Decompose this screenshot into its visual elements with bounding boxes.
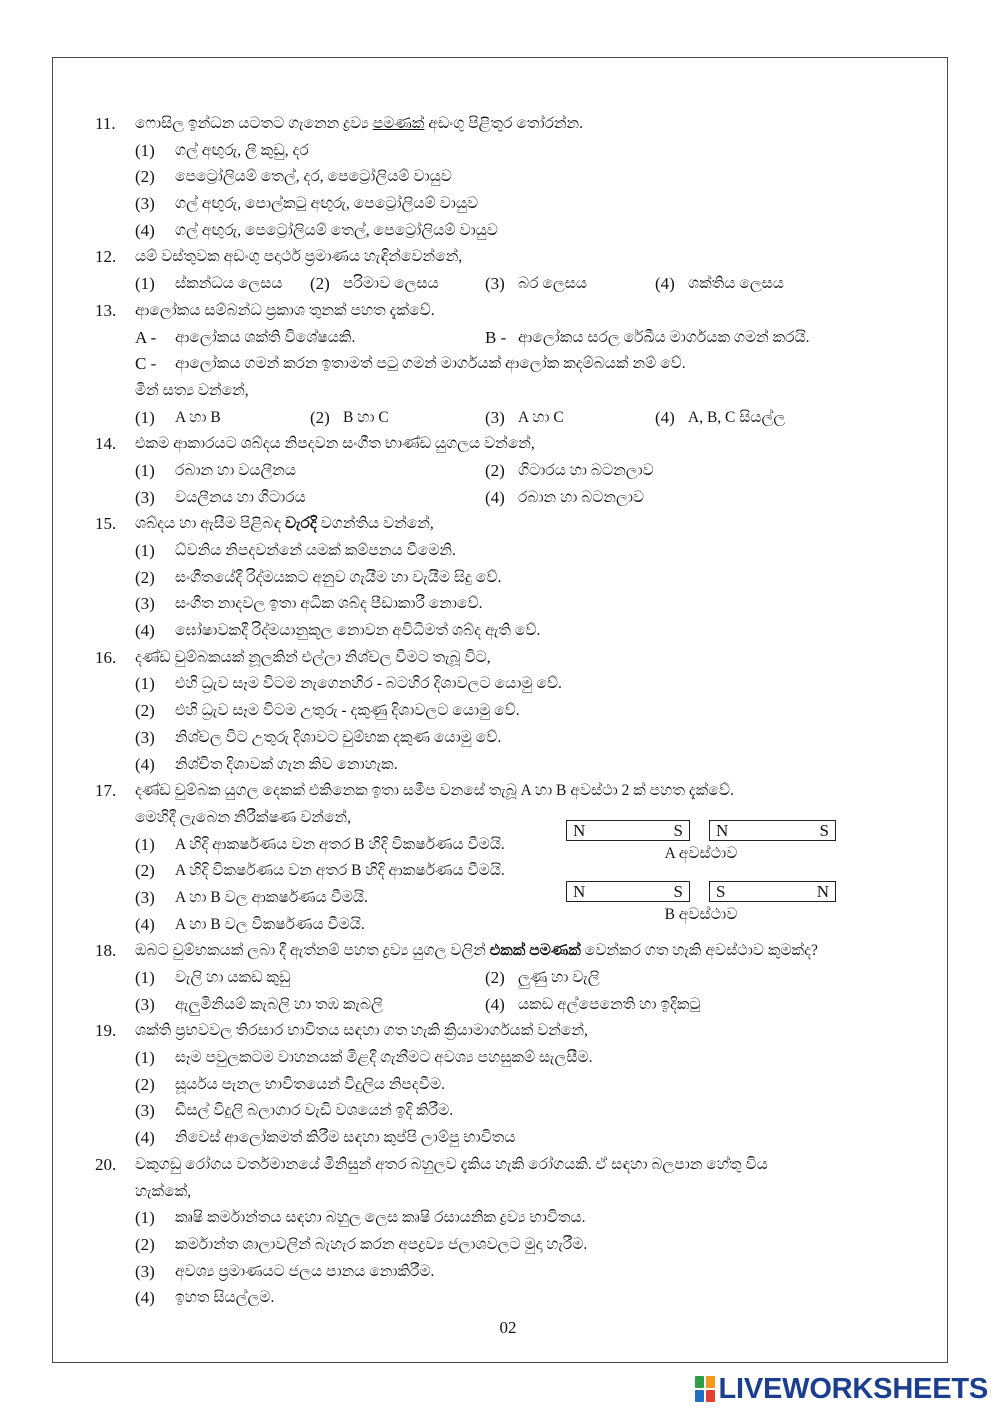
option-row bbox=[0, 858, 1000, 885]
question-text-part: ශබ්දය හා ඇසීම පිළිබඳ bbox=[135, 515, 286, 533]
question-text-part: අඩංගු පිළිතුර තෝරන්න. bbox=[424, 115, 583, 132]
option-row bbox=[0, 191, 1000, 218]
magnet-b-right bbox=[709, 881, 836, 902]
option-number: (3) bbox=[135, 727, 155, 747]
option-text: B හා C bbox=[343, 408, 389, 426]
question-text-part: වෙන්කර ගත හැකි අවස්ථාව කුමක්ද? bbox=[580, 942, 818, 960]
option-text: රබාන හා බටනලාව bbox=[518, 488, 645, 506]
option-number: (4) bbox=[135, 621, 155, 641]
option-text: පරිමාව ලෙසය bbox=[343, 275, 439, 293]
option-text: A, B, C සියල්ල bbox=[688, 408, 786, 426]
option-text: කර්මාන්ත ශාලාවලින් බැහැර කරන අපද්‍රව්‍ය ජලාශවලට මුදා හැරීම. bbox=[175, 1235, 588, 1253]
logo-tile bbox=[706, 1390, 715, 1402]
logo-tile bbox=[695, 1390, 704, 1402]
question-text-part: ෆොසිල ඉන්ධන යටතට ගැනෙන ද්‍රව්‍ය bbox=[135, 115, 373, 132]
option-row bbox=[0, 1259, 1000, 1286]
option-number: (2) bbox=[485, 968, 505, 987]
question-text: හැක්කේ, bbox=[135, 1182, 192, 1200]
question-16 bbox=[0, 645, 1000, 672]
question-text: වකුගඩු රෝගය වර්තමානයේ මිනිසුන් අතර බහුලව දැකිය හැකි රෝගයකි. ඒ සඳහා බලපාන හේතු විය bbox=[135, 1155, 768, 1173]
option-number: (1) bbox=[135, 407, 155, 427]
state-a-label: A අවස්ථාව bbox=[664, 845, 738, 862]
question-17 bbox=[0, 778, 1000, 805]
pole-label: N bbox=[816, 882, 829, 901]
bold-keyword: එකක් පමණක් bbox=[489, 942, 581, 960]
option-row bbox=[0, 698, 1000, 725]
option-row bbox=[0, 138, 1000, 165]
option-text: සෑම පවුලකටම වාහනයක් මිළදී ගැනීමට අවශ්‍ය පහසුකම් සැලසීම. bbox=[175, 1049, 593, 1067]
option-text: ස්කන්ධය ලෙසය bbox=[175, 275, 283, 293]
option-number: (1) bbox=[135, 140, 155, 160]
option-text: බර ලෙසය bbox=[518, 275, 587, 293]
pole-label: S bbox=[716, 882, 726, 901]
option-number: (3) bbox=[135, 487, 155, 507]
option-number: (3) bbox=[135, 1101, 155, 1121]
option-row bbox=[0, 164, 1000, 191]
option-text: සංගීතයේදී රිද්මයකට අනුව ගැයීම හා වැයීම සිදු වේ. bbox=[175, 568, 502, 586]
option-text: සූර්යය පැනල භාවිතයෙන් විදුලිය නිපදවීම. bbox=[175, 1075, 445, 1093]
pole-label: S bbox=[819, 821, 829, 840]
option-row bbox=[0, 992, 1000, 1019]
option-number: (3) bbox=[485, 407, 505, 427]
pole-label: N bbox=[716, 821, 729, 840]
option-text: A හා C bbox=[518, 408, 564, 426]
option-text: එහි ධ්‍රැව සෑම විටම උතුරු - දකුණු දිශාවලට යොමු වේ. bbox=[175, 702, 520, 720]
option-text: ශක්තිය ලෙසය bbox=[688, 275, 784, 293]
question-number: 12. bbox=[95, 247, 117, 267]
option-text: කෘෂි කර්මාන්තය සඳහා බහුල ලෙස කෘෂි රසායනික ද්‍රව්‍ය භාවිතය. bbox=[175, 1209, 586, 1227]
option-number: (4) bbox=[655, 274, 675, 294]
option-number: (3) bbox=[135, 594, 155, 614]
option-number: (4) bbox=[135, 220, 155, 240]
statement-row bbox=[0, 351, 1000, 378]
question-text-part: ඔබට චුම්භකයක් ලබා දී ඇත්නම් පහත ද්‍රව්‍ය යුගල වලින් bbox=[135, 942, 490, 960]
question-number: 18. bbox=[95, 941, 117, 961]
question-number: 13. bbox=[95, 300, 117, 320]
magnet-b-left bbox=[566, 881, 690, 902]
question-number: 19. bbox=[95, 1021, 117, 1041]
option-number: (2) bbox=[135, 861, 155, 881]
pole-label: S bbox=[673, 821, 683, 840]
option-number: (1) bbox=[135, 1048, 155, 1068]
option-number: (4) bbox=[655, 407, 675, 427]
option-text: ගිටාරය හා බටනලාව bbox=[518, 461, 654, 479]
magnet-a-right bbox=[709, 820, 836, 841]
question-number: 14. bbox=[95, 434, 117, 454]
option-text: ගල් අඟුරු, පෙට්‍රෝලියම් තෙල්, පෙට්‍රෝලියම් වායුව bbox=[175, 221, 498, 239]
option-row bbox=[0, 1285, 1000, 1312]
liveworksheets-logo[interactable] bbox=[695, 1373, 989, 1405]
state-b-label: B අවස්ථාව bbox=[664, 906, 738, 923]
question-12 bbox=[0, 244, 1000, 271]
prompt-text: මින් සත්‍ය වන්නේ, bbox=[135, 381, 249, 399]
question-number: 11. bbox=[95, 114, 116, 133]
option-number: (2) bbox=[135, 567, 155, 587]
pole-label: N bbox=[573, 882, 586, 901]
option-number: (4) bbox=[135, 914, 155, 934]
option-text: යකඩ අල්පෙනෙති හා ඉදිකටු bbox=[518, 995, 701, 1013]
option-row bbox=[0, 565, 1000, 592]
option-number: (4) bbox=[135, 754, 155, 774]
option-row bbox=[0, 485, 1000, 512]
option-number: (1) bbox=[135, 274, 155, 294]
option-text: ඇලුමිනියම් කැබලි හා තඹ කැබලි bbox=[175, 995, 383, 1013]
option-row bbox=[0, 1045, 1000, 1072]
option-number: (2) bbox=[135, 167, 155, 187]
logo-tile bbox=[695, 1376, 704, 1388]
option-text: ඉහත සියල්ලම. bbox=[175, 1289, 275, 1307]
statement-text: ආලෝකය ශක්ති විශේෂයකි. bbox=[175, 328, 356, 346]
option-number: (4) bbox=[135, 1128, 155, 1148]
option-row bbox=[0, 885, 1000, 912]
option-number: (2) bbox=[135, 701, 155, 721]
option-text: නිශ්චිත දිශාවක් ගැන කිව නොහැක. bbox=[175, 755, 398, 773]
option-row bbox=[0, 1072, 1000, 1099]
option-text: රබාන හා වයලීනය bbox=[175, 461, 297, 479]
bold-keyword: වැරදි bbox=[285, 515, 317, 533]
question-text: ශක්ති ප්‍රභවවල තිරසාර භාවිතය සඳහා ගත හැකි ක්‍රියාමාර්ගයක් වන්නේ, bbox=[135, 1022, 588, 1040]
option-number: (1) bbox=[135, 834, 155, 854]
pole-label: S bbox=[673, 882, 683, 901]
option-text: වැලි හා යකඩ කුඩු bbox=[175, 969, 291, 986]
question-text: දණ්ඩ චුම්බක යුගල දෙකක් එකිනෙක ඉතා සමීප වනසේ තැබූ A හා B අවස්ථා 2 ක් පහත දැක්වේ. bbox=[135, 782, 734, 800]
question-prompt bbox=[0, 805, 1000, 832]
question-number: 17. bbox=[95, 781, 117, 801]
option-text: A හා B වල විකර්ෂණය වීමයි. bbox=[175, 915, 365, 933]
question-number: 20. bbox=[95, 1154, 117, 1174]
question-text-continuation bbox=[0, 1179, 1000, 1206]
option-row bbox=[0, 218, 1000, 245]
option-number: (4) bbox=[485, 487, 505, 507]
question-text bbox=[135, 511, 434, 538]
pole-label: N bbox=[573, 821, 586, 840]
option-number: (3) bbox=[135, 994, 155, 1014]
option-number: (2) bbox=[135, 1234, 155, 1254]
option-row bbox=[0, 538, 1000, 565]
option-number: (4) bbox=[135, 1288, 155, 1308]
question-prompt bbox=[0, 378, 1000, 405]
question-13 bbox=[0, 298, 1000, 325]
option-text: A හා B වල ආකර්ෂණය වීමයි. bbox=[175, 888, 368, 906]
logo-tile bbox=[706, 1376, 715, 1388]
option-text: A හිදි විකර්ෂණය වන අතර B හිදි ආකර්ෂණය වීමයි. bbox=[175, 862, 505, 880]
question-text: යම් වස්තුවක අඩංගු පදාර්ථ ප්‍රමාණය හැඳින්වෙන්නේ, bbox=[135, 248, 463, 266]
option-text: සංගීත නාදවල ඉතා අධික ශබ්ද පීඩාකාරී නොවේ. bbox=[175, 595, 483, 613]
option-text: වයලීනය හා ගිටාරය bbox=[175, 488, 306, 506]
option-number: (2) bbox=[135, 1074, 155, 1094]
option-text: A හා B bbox=[175, 408, 221, 426]
question-text-part: වගන්තිය වන්නේ, bbox=[316, 515, 434, 533]
option-row bbox=[0, 725, 1000, 752]
option-number: (3) bbox=[135, 1261, 155, 1281]
statement-text: ආලෝකය ගමන් කරන ඉතාමත් පටු ගමන් මාර්ගයක් ආලෝක කදම්බයක් නම් වේ. bbox=[175, 355, 686, 373]
option-row bbox=[0, 405, 1000, 432]
option-number: (2) bbox=[485, 460, 505, 480]
option-row bbox=[0, 618, 1000, 645]
question-20 bbox=[0, 1152, 1000, 1179]
option-row bbox=[0, 1232, 1000, 1259]
option-number: (2) bbox=[310, 274, 330, 294]
statement-label: C - bbox=[135, 354, 157, 374]
option-text: ඝෝෂාවකදී රිද්මයානුකූල නොවන අවිධිමත් ශබ්ද ඇති වේ. bbox=[175, 622, 541, 640]
option-row bbox=[0, 1125, 1000, 1152]
option-text: A හිදි ආකර්ෂණය වන අතර B හිදි විකර්ෂණය වීමයි. bbox=[175, 835, 505, 853]
question-text: දණ්ඩ චුම්බකයක් නූලකින් එල්ලා නිශ්චල වීමට තැබූ විට, bbox=[135, 648, 491, 666]
option-number: (1) bbox=[135, 1208, 155, 1228]
option-number: (4) bbox=[485, 994, 505, 1014]
option-number: (3) bbox=[485, 274, 505, 294]
option-text: නිවෙස් ආලෝකමත් කිරීම සඳහා කුප්පි ලාම්පු භාවිතය bbox=[175, 1129, 516, 1147]
option-row bbox=[0, 912, 1000, 939]
question-18 bbox=[0, 938, 1000, 965]
question-19 bbox=[0, 1018, 1000, 1045]
question-text: ආලෝකය සම්බන්ධ ප්‍රකාශ තුනක් පහත දැක්වේ. bbox=[135, 301, 435, 319]
option-text: අවශ්‍ය ප්‍රමාණයට ජලය පානය නොකිරීම. bbox=[175, 1262, 435, 1280]
question-number: 16. bbox=[95, 647, 117, 667]
page-number: 02 bbox=[499, 1318, 517, 1337]
statement-label: B - bbox=[485, 327, 507, 347]
option-row bbox=[0, 832, 1000, 859]
option-text: ගල් අඟුරු, පොල්කටු අඟුරු, පෙට්‍රෝලියම් වායුව bbox=[175, 195, 479, 213]
statement-label: A - bbox=[135, 327, 157, 347]
option-row bbox=[0, 1098, 1000, 1125]
question-text bbox=[135, 111, 583, 138]
option-number: (1) bbox=[135, 541, 155, 560]
option-row bbox=[0, 271, 1000, 298]
question-11 bbox=[0, 111, 1000, 138]
question-text bbox=[135, 938, 818, 965]
option-number: (1) bbox=[135, 968, 155, 987]
liveworksheets-logo-icon bbox=[695, 1376, 715, 1402]
statement-text: ආලෝකය සරල රේඛීය මාර්ගයක ගමන් කරයි. bbox=[518, 328, 810, 346]
question-14 bbox=[0, 431, 1000, 458]
question-number: 15. bbox=[95, 514, 117, 534]
option-row bbox=[0, 965, 1000, 992]
statement-row bbox=[0, 325, 1000, 352]
option-number: (1) bbox=[135, 460, 155, 480]
question-list bbox=[0, 111, 1000, 1312]
logo-text: LIVEWORKSHEETS bbox=[718, 1373, 988, 1405]
option-text: එහි ධ්‍රැව සෑම විටම නැගෙනහිර - බටහිර දිශාවලට යොමු වේ. bbox=[175, 675, 562, 693]
question-text: එකම ආකාරයට ශබ්දය නිපදවන සංගීත භාණ්ඩ යුගලය වන්නේ, bbox=[135, 435, 535, 453]
option-row bbox=[0, 591, 1000, 618]
option-text: ඩීසල් විදුලි බලාගාර වැඩි වශයෙන් ඉදි කිරීම. bbox=[175, 1102, 454, 1120]
option-row bbox=[0, 1205, 1000, 1232]
option-text: ධ්වනිය නිපදවන්නේ යමක් කම්පනය වීමෙනි. bbox=[175, 542, 456, 559]
option-row bbox=[0, 671, 1000, 698]
option-text: නිශ්චල විට උතුරු දිශාවට චුම්භක දකුණ යොමු වේ. bbox=[175, 728, 502, 746]
option-number: (3) bbox=[135, 194, 155, 214]
option-text: ගල් අඟුරු, ලී කුඩු, දර bbox=[175, 141, 309, 159]
option-number: (3) bbox=[135, 887, 155, 907]
prompt-text: මෙහිදී ලැබෙන නිරීක්ෂණ වන්නේ, bbox=[135, 808, 351, 826]
option-number: (2) bbox=[310, 407, 330, 427]
option-text: පෙට්‍රෝලියම් තෙල්, දර, පෙට්‍රෝලියම් වායුව bbox=[175, 168, 452, 186]
option-number: (1) bbox=[135, 674, 155, 694]
underlined-keyword: පමණක් bbox=[372, 115, 425, 132]
option-text: ලුණු හා වැලි bbox=[518, 969, 600, 986]
option-row bbox=[0, 752, 1000, 779]
magnet-a-left bbox=[566, 820, 690, 841]
question-15 bbox=[0, 511, 1000, 538]
option-row bbox=[0, 458, 1000, 485]
